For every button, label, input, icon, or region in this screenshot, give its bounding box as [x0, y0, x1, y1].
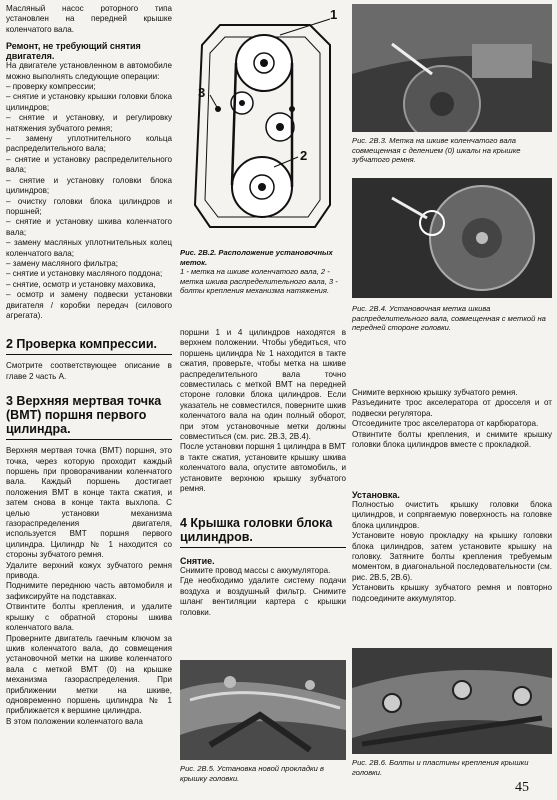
figure-2b4-caption: Рис. 2В.4. Установочная метка шкива распределительного вала, совмещенная с меткой на передней стороне головки.	[352, 304, 546, 333]
timing-diagram	[180, 5, 348, 243]
figure-2b6-photo	[352, 648, 552, 754]
paragraph: Отвинтите болты крепления, и удалите крышку с обратной стороны шкива коленчатого вала.	[6, 602, 172, 633]
paragraph: Снимите верхнюю крышку зубчатого ремня.	[352, 388, 518, 397]
column-1	[6, 4, 172, 727]
label-3: 3	[198, 85, 206, 100]
list-item: – снятие и установку шкива коленчатого вала;	[6, 217, 172, 237]
gasket-photo	[180, 660, 346, 760]
paragraph: Проверните двигатель гаечным ключом за шкив коленчатого вала, до совмещения установочной метки на шкиве коленчатого вала с меткой ВМТ (0) на крышке механизма газораспределения. При приближении метки на шкиве, одновременно поршень цилиндра № 1 приближается к вершине цилиндра.	[6, 633, 172, 716]
removal-body	[180, 566, 346, 618]
paragraph: Снимите провод массы с аккумулятора.	[180, 566, 331, 575]
section-3-title: 3 Верхняя мертвая точка (ВМТ) поршня первого цилиндра.	[6, 394, 172, 440]
paragraph: Полностью очистить крышку головки блока цилиндров, и сопрягаемую поверхность на головке блока цилиндров.	[352, 500, 552, 530]
column-3-removal-steps	[352, 388, 552, 450]
figure-2b4-photo	[352, 178, 552, 298]
list-item: – замену масляных уплотнительных колец коленчатого вала;	[6, 238, 172, 258]
list-item: – снятие и установку распределительного вала;	[6, 154, 172, 175]
caption-body: 1 - метка на шкиве коленчатого вала, 2 - метка шкива распределительного вала, 3 - болты крепления механизма натяжения.	[180, 267, 338, 296]
repair-heading: Ремонт, не требующий снятия двигателя.	[6, 41, 141, 62]
paragraph: Отсоедините трос акселератора от карбюратора.	[352, 419, 539, 429]
install-heading: Установка.	[352, 490, 400, 500]
list-item: – замену уплотнительного кольца распределительного вала;	[6, 134, 172, 154]
intro-text: Масляный насос роторного типа установлен на передней крышке коленчатого вала.	[6, 4, 172, 34]
paragraph: Установить крышку зубчатого ремня и повторно подсоедините аккумулятор.	[352, 583, 552, 603]
list-item: – осмотр и замену подвески установки двигателя / коробки передач (силового агрегата).	[6, 290, 172, 320]
paragraph: Удалите верхний кожух зубчатого ремня привода.	[6, 560, 172, 581]
list-item: – очистку головки блока цилиндров и поршней;	[6, 196, 172, 216]
page-number: 45	[515, 780, 529, 795]
list-item: – проверку компрессии;	[6, 82, 96, 92]
list-item: – замену масляного фильтра;	[6, 258, 118, 268]
paragraph: Установите новую прокладку на крышку головки блока цилиндров, затем установите крышку на головку. Затяните болты крепления требуемым моментом, в диагональной последовательности (см. рис. 2В.5, 2В.6).	[352, 531, 552, 582]
bolts-photo	[352, 648, 552, 754]
paragraph: Где необходимо удалите систему подачи воздуха и воздушный фильтр. Снимите шланг вентиляции картера с крышки головки.	[180, 576, 346, 617]
figure-2b5-caption: Рис. 2В.5. Установка новой прокладки в крышку головки.	[180, 764, 324, 783]
figure-2b6-caption: Рис. 2В.6. Болты и пластины крепления крышки головки.	[352, 758, 529, 777]
figure-2b3-caption: Рис. 2В.3. Метка на шкиве коленчатого вала совмещенная с делением (0) шкалы на крышке зубчатого ремня.	[352, 136, 521, 165]
paragraph: Отвинтите болты крепления, и снимите крышку головки блока цилиндров вместе с прокладкой.	[352, 429, 552, 450]
figure-2b3-photo	[352, 4, 552, 132]
install-body	[352, 500, 552, 604]
paragraph: Верхняя мертвая точка (ВМТ) поршня, это точка, через которую проходит каждый поршень при проворачивании коленчатого вала. Каждый поршень достигает положения ВМТ в конце такта сжатия, и затем снова в конце такта выхлопа. С целью установки механизма газораспределения двигателя, используется ВМТ поршня первого цилиндра. Цилиндр № 1 находится со стороны зубчатого ремня.	[6, 446, 172, 560]
label-1: 1	[330, 7, 338, 22]
list-item: – снятие и установку масляного поддона;	[6, 269, 163, 279]
figure-2b2-diagram	[180, 5, 348, 243]
crank-mark-photo	[352, 4, 552, 132]
list-item: – снятие и установку головки блока цилиндров;	[6, 175, 172, 196]
paragraph: Поднимите переднюю часть автомобиля и зафиксируйте на подставках.	[6, 581, 172, 601]
list-item: – снятие и установку, и регулировку натяжения зубчатого ремня;	[6, 113, 172, 133]
caption-title: Рис. 2В.2. Расположение установочных меток.	[180, 248, 333, 267]
repair-intro: На двигателе установленном в автомобиле можно выполнять следующие операции:	[6, 61, 172, 81]
figure-2b5-photo	[180, 660, 346, 760]
section-4	[180, 516, 346, 618]
section-4-title: 4 Крышка головки блока цилиндров.	[180, 516, 346, 548]
section-2-text: Смотрите соответствующее описание в главе 2 часть А.	[6, 361, 172, 381]
paragraph: Разъедините трос акселератора от дросселя и от подвески регулятора.	[352, 398, 552, 418]
section-2-title: 2 Проверка компрессии.	[6, 337, 172, 355]
paragraph: После установки поршня 1 цилиндра в ВМТ в такте сжатия, установите крышку шкива коленчатого вала, опустите автомобиль, и установите верхнюю крышку зубчатого ремня.	[180, 442, 346, 494]
repair-list	[6, 82, 172, 321]
paragraph: В этом положении коленчатого вала	[6, 716, 143, 726]
figure-2b2-caption	[180, 248, 346, 296]
label-2: 2	[300, 148, 308, 163]
section-3-body	[6, 446, 172, 727]
removal-heading: Снятие.	[180, 556, 215, 566]
column-2-body	[180, 328, 346, 495]
list-item: – снятие и установку крышки головки блока цилиндров;	[6, 92, 172, 112]
paragraph: поршни 1 и 4 цилиндров находятся в верхнем положении. Чтобы убедиться, что поршень цилиндра № 1 находится в такте сжатия, проверьте, чтобы метка на шкиве распределительного вала точно совместилась с меткой ВМТ на передней стороне головки блока цилиндров. Если указатель не совместился, поверните шкив коленчатого вала на один полный оборот, при этом установочные метки должны совместиться (см. рис. 2В.3, 2В.4).	[180, 328, 346, 442]
list-item: – снятие, осмотр и установку маховика,	[6, 279, 156, 289]
cam-mark-photo	[352, 178, 552, 298]
install-section	[352, 490, 552, 604]
